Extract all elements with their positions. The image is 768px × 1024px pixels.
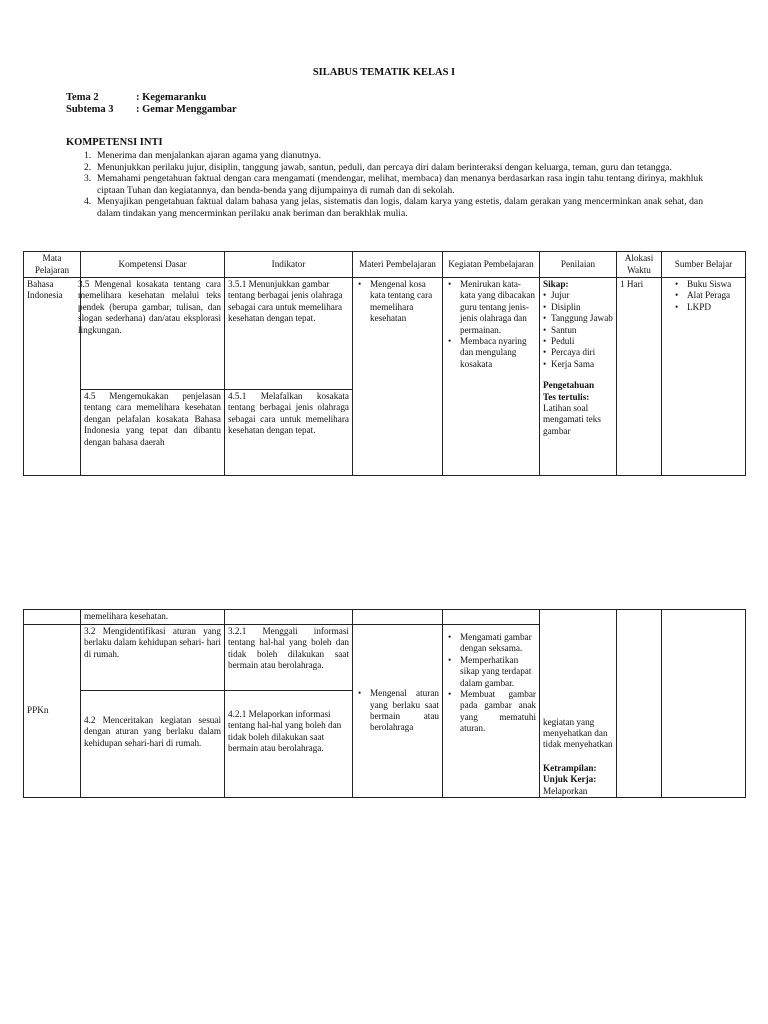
materi-cell: • Mengenal aturan yang berlaku saat bermain atau berolahraga xyxy=(353,625,443,798)
keterampilan-heading: Ketrampilan: xyxy=(543,762,597,773)
list-item: • Percaya diri xyxy=(543,347,613,358)
header-indikator: Indikator xyxy=(225,252,353,278)
list-item: • Santun xyxy=(543,325,613,336)
header-kompetensi-dasar: Kompetensi Dasar xyxy=(81,252,225,278)
tema-line xyxy=(66,92,206,103)
kegiatan-cell xyxy=(443,278,540,476)
document-title: SILABUS TEMATIK KELAS I xyxy=(312,67,456,78)
materi-cell: • Mengenal kosa kata tentang cara memelihara kesehatan xyxy=(353,278,443,476)
kd-cell: 4.2 Menceritakan kegiatan sesuai dengan aturan yang berlaku dalam kehidupan sehari-hari di rumah. xyxy=(81,691,225,798)
subtema-label: Subtema 3 xyxy=(66,104,114,115)
list-item: • Kerja Sama xyxy=(543,359,613,370)
table-header-row xyxy=(24,252,746,278)
tema-value: : Kegemaranku xyxy=(136,92,207,103)
kompetensi-inti-heading: KOMPETENSI INTI xyxy=(66,137,163,148)
list-item: • Mengamati gambar dengan seksama. xyxy=(446,632,536,655)
subject-cell: PPKn xyxy=(24,625,81,798)
indicator-cell: 3.5.1 Menunjukkan gambar tentang berbagai jenis olahraga sebagai cara untuk memelihara kesehatan dengan tepat. xyxy=(225,278,353,390)
list-item: • Membaca nyaring dan mengulang kosakata xyxy=(446,336,536,370)
list-item: • LKPD xyxy=(673,302,742,313)
header-kegiatan: Kegiatan Pembelajaran xyxy=(443,252,540,278)
list-item: • Alat Peraga xyxy=(673,290,742,301)
tes-text: Latihan soal mengamati teks gambar xyxy=(543,403,601,436)
list-item: • Peduli xyxy=(543,336,613,347)
ki-item: 4. Menyajikan pengetahuan faktual dalam bahasa yang jelas, sistematis dan logis, dalam karya yang estetis, dalam gerakan yang mencerminkan anak sehat, dan dalam tindakan yang mencerminkan perilaku anak beriman dan berakhlak mulia. xyxy=(84,196,703,219)
penilaian-text: kegiatan yang menyehatkan dan tidak menyehatkan xyxy=(543,716,613,750)
subtema-line xyxy=(66,104,237,115)
kd-cell: 4.5 Mengemukakan penjelasan tentang cara memelihara kesehatan dengan pelafalan kosakata Bahasa Indonesia yang tepat dan dibantu dengan bahasa daerah xyxy=(81,390,225,476)
unjuk-kerja-heading: Unjuk Kerja: xyxy=(543,774,597,785)
kd-cell: memelihara kesehatan. xyxy=(81,610,225,625)
list-item: • Disiplin xyxy=(543,302,613,313)
list-item: • Jujur xyxy=(543,290,613,301)
table-row xyxy=(24,278,746,390)
list-item: • Menirukan kata-kata yang dibacakan guru tentang jenis-jenis olahraga dan permainan. xyxy=(446,279,536,336)
tema-label: Tema 2 xyxy=(66,92,99,103)
tes-heading: Tes tertulis: xyxy=(543,391,590,402)
ki-item: 1. Menerima dan menjalankan ajaran agama yang dianutnya. xyxy=(84,150,322,161)
ki-item: 2. Menunjukkan perilaku jujur, disiplin, tanggung jawab, santun, peduli, dan percaya diri dalam berinteraksi dengan keluarga, teman, guru dan tetangga. xyxy=(84,161,672,173)
header-sumber-belajar: Sumber Belajar xyxy=(662,252,746,278)
header-mata-pelajaran: Mata Pelajaran xyxy=(24,252,81,278)
pengetahuan-heading: Pengetahuan xyxy=(543,380,595,391)
kd-cell: 3.2 Mengidentifikasi aturan yang berlaku dalam kehidupan sehari- hari di rumah. xyxy=(81,625,225,691)
header-alokasi-waktu: Alokasi Waktu xyxy=(617,252,662,278)
table-row xyxy=(24,610,746,625)
kegiatan-cell xyxy=(443,625,540,798)
kompetensi-inti-list xyxy=(66,150,703,220)
indicator-cell: 3.2.1 Menggali informasi tentang hal-hal yang boleh dan tidak boleh dilakukan saat bermain atau berolahraga. xyxy=(225,625,353,691)
sumber-cell xyxy=(662,278,746,476)
syllabus-table-part2 xyxy=(23,609,746,798)
header-penilaian: Penilaian xyxy=(540,252,617,278)
alokasi-cell: 1 Hari xyxy=(617,278,662,476)
list-item: • Tanggung Jawab xyxy=(543,313,613,324)
indicator-cell: 4.5.1 Melafalkan kosakata tentang berbagai jenis olahraga sebagai cara untuk memelihara kesehatan dengan tepat. xyxy=(225,390,353,476)
list-item: • Memperhatikan sikap yang terdapat dalam gambar. xyxy=(446,655,536,689)
penilaian-cell xyxy=(540,278,617,476)
syllabus-table-part1 xyxy=(23,251,746,476)
sikap-heading: Sikap: xyxy=(543,279,569,289)
subtema-value: : Gemar Menggambar xyxy=(136,104,237,115)
penilaian-cell xyxy=(540,610,617,798)
subject-cell: Bahasa Indonesia xyxy=(24,278,81,476)
header-materi: Materi Pembelajaran xyxy=(353,252,443,278)
list-item: • Buku Siswa xyxy=(673,279,742,290)
kd-cell: 3.5 Mengenal kosakata tentang cara memelihara kesehatan melalui teks pendek (berupa gambar, tulisan, dan slogan sederhana) dan/atau eksplorasi lingkungan. xyxy=(81,278,225,390)
ki-item: 3. Memahami pengetahuan faktual dengan cara mengamati (mendengar, melihat, membaca) dan menanya berdasarkan rasa ingin tahu tentang dirinya, makhluk ciptaan Tuhan dan kegiatannya, dan benda-benda yang dijumpainya di rumah dan di sekolah. xyxy=(84,173,703,196)
unjuk-kerja-text: Melaporkan xyxy=(543,785,588,796)
indicator-cell: 4.2.1 Melaporkan informasi tentang hal-hal yang boleh dan tidak boleh dilakukan saat bermain atau berolahraga. xyxy=(225,691,353,798)
list-item: • Membuat gambar pada gambar anak yang mematuhi aturan. xyxy=(446,689,536,735)
